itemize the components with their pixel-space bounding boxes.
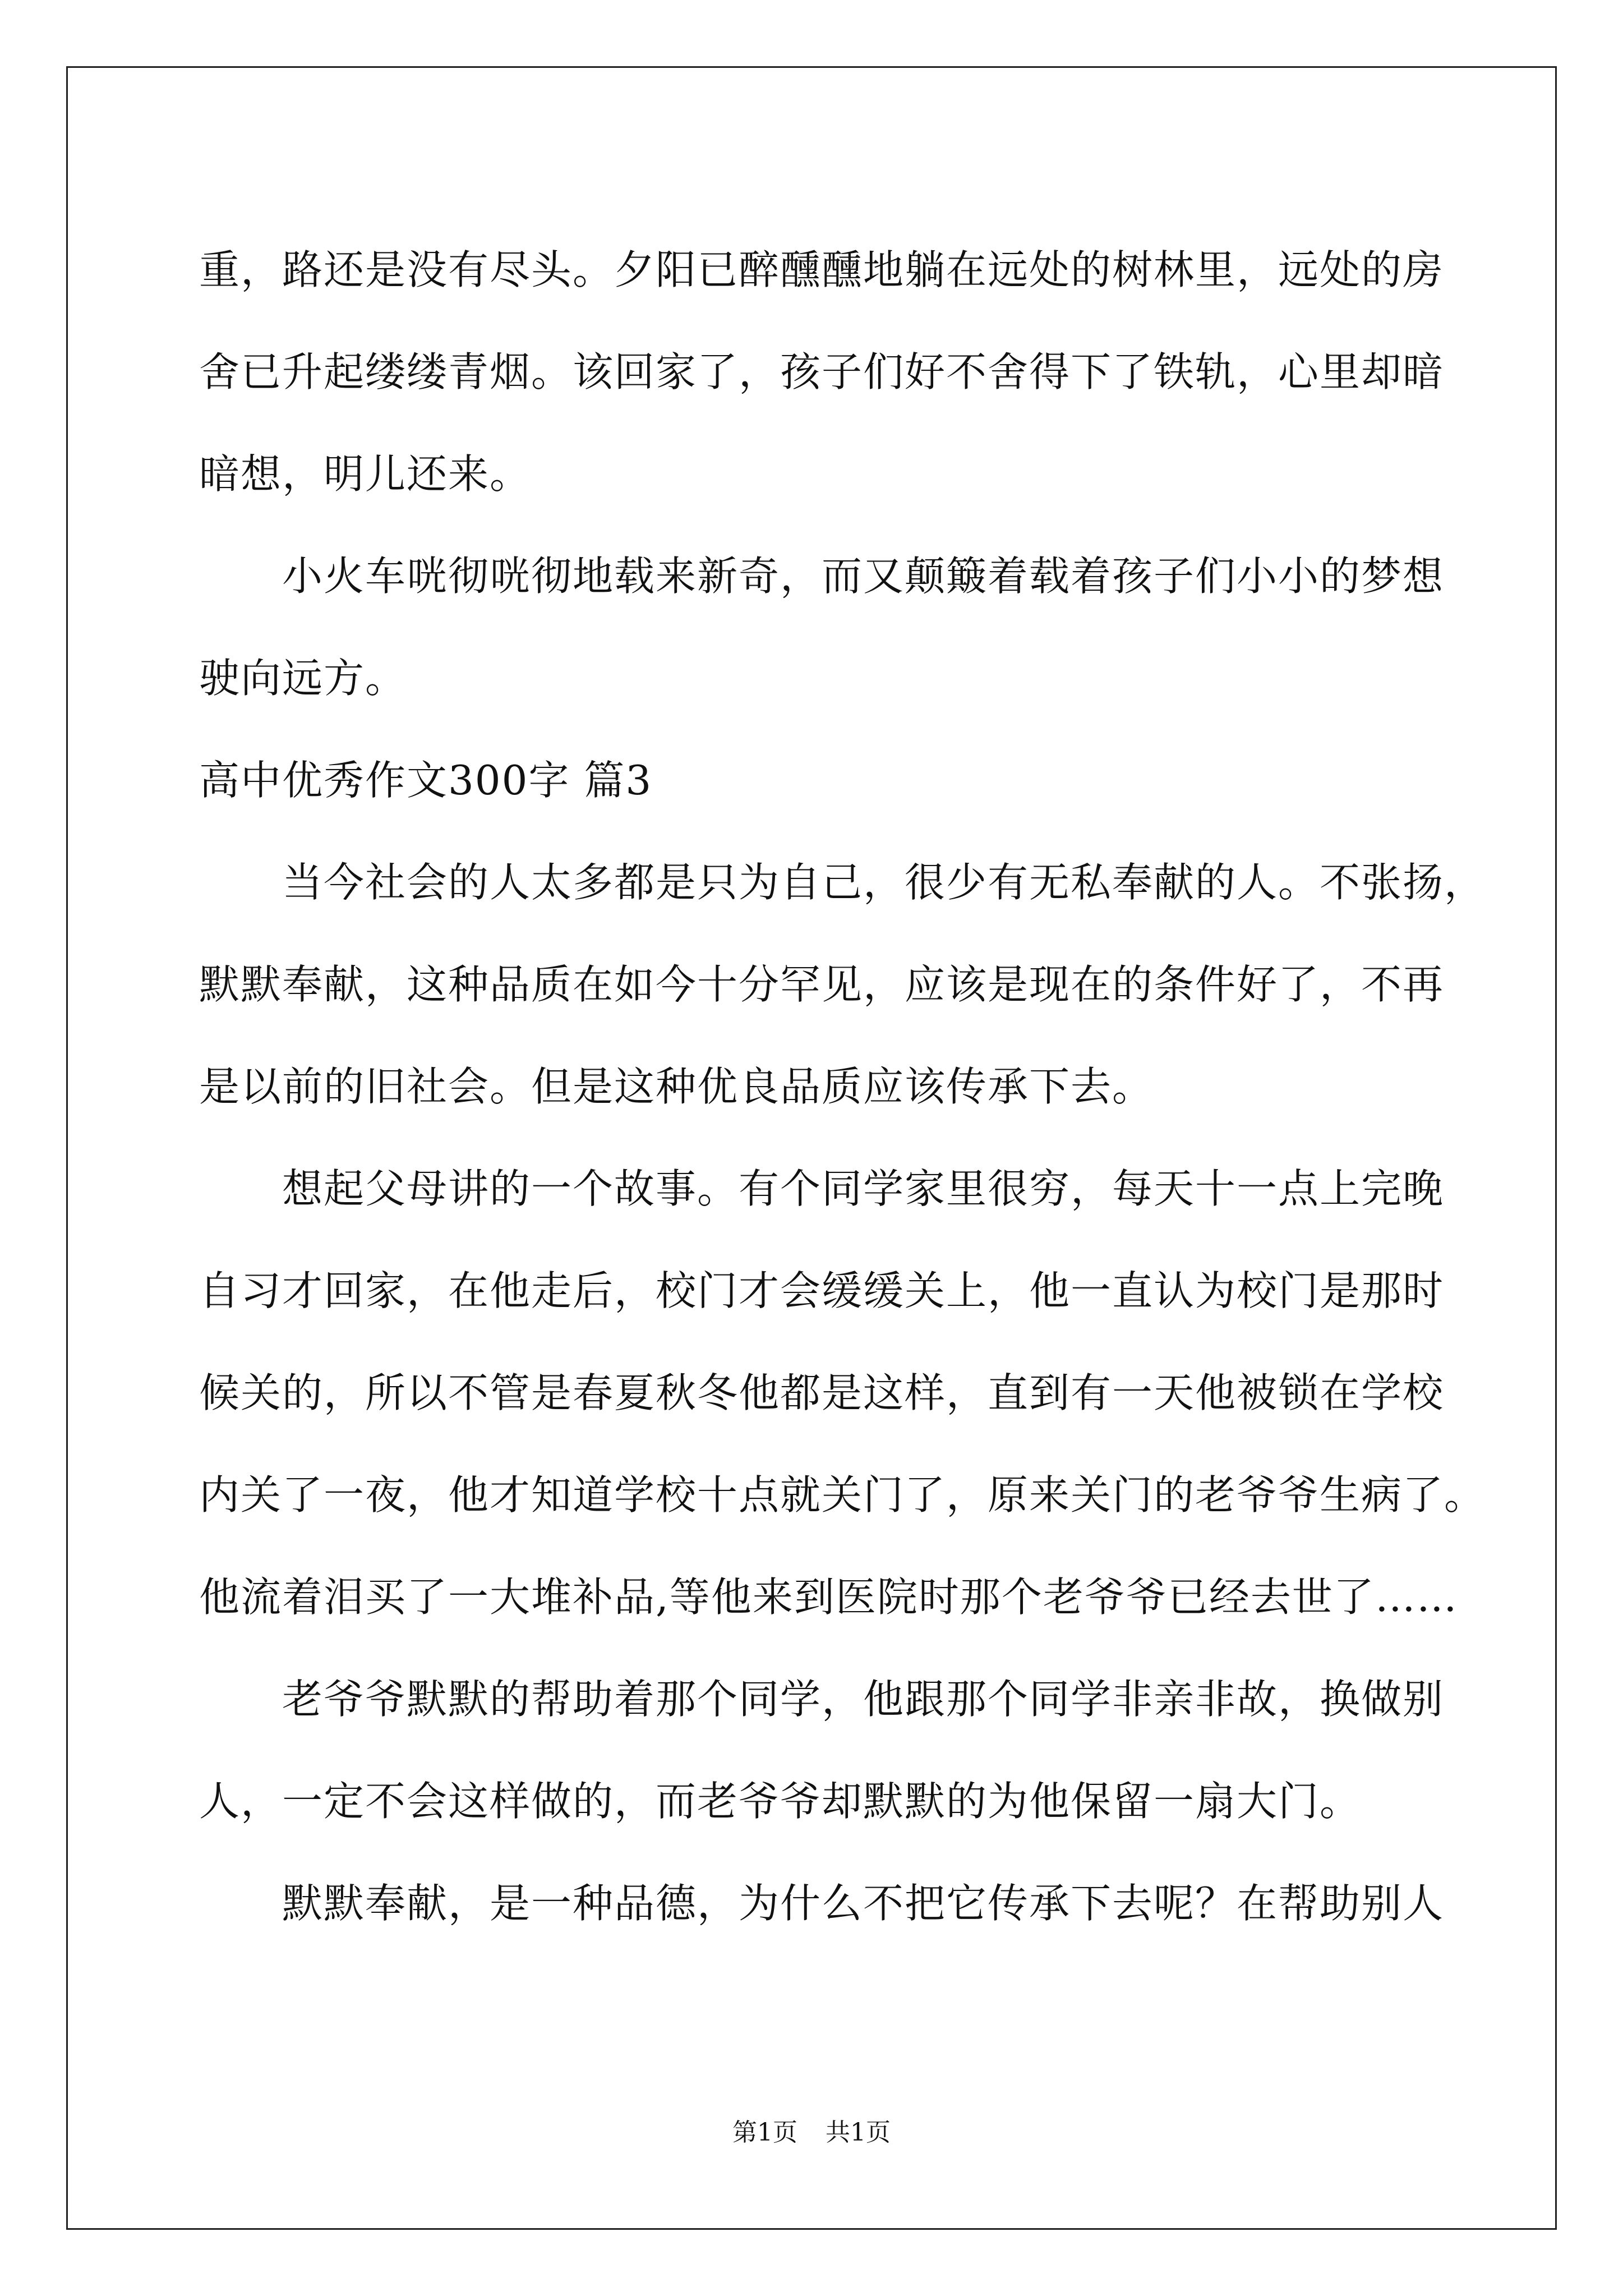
paragraph [199,525,1478,729]
text-line: 老爷爷默默的帮助着那个同学，他跟那个同学非亲非故，换做别 [282,1676,1445,1723]
text-line: 内关了一夜，他才知道学校十点就关门了，原来关门的老爷爷生病了。 [199,1471,1486,1519]
page-footer [0,2116,1623,2150]
text-line: 小火车咣彻咣彻地载来新奇，而又颠簸着载着孩子们小小的梦想 [282,553,1445,600]
text-line: 舍已升起缕缕青烟。该回家了，孩子们好不舍得下了铁轨，心里却暗 [199,348,1445,395]
text-line: 他流着泪买了一大堆补品,等他来到医院时那个老爷爷已经去世了…… [199,1573,1458,1621]
text-line: 想起父母讲的一个故事。有个同学家里很穷，每天十一点上完晚 [282,1165,1445,1212]
section-heading: 高中优秀作文300字 篇3 [199,757,653,804]
text-line: 是以前的旧社会。但是这种优良品质应该传承下去。 [199,1063,1154,1110]
paragraph [199,1648,1478,1852]
document-body [199,219,1486,1954]
text-line: 候关的，所以不管是春夏秋冬他都是这样，直到有一天他被锁在学校 [199,1369,1445,1416]
text-line: 人，一定不会这样做的，而老爷爷却默默的为他保留一扇大门。 [199,1778,1362,1825]
page-number: 第1页 [732,2118,797,2147]
text-line: 默默奉献，是一种品德，为什么不把它传承下去呢？在帮助别人 [282,1880,1445,1927]
text-line: 当今社会的人太多都是只为自己，很少有无私奉献的人。不张扬， [282,859,1486,906]
paragraph [199,831,1486,1138]
paragraph [199,1852,1478,1954]
text-line: 自习才回家，在他走后，校门才会缓缓关上，他一直认为校门是那时 [199,1267,1445,1314]
text-line: 暗想，明儿还来。 [199,450,532,498]
text-line: 默默奉献，这种品质在如今十分罕见，应该是现在的条件好了，不再 [199,961,1445,1008]
paragraph [199,219,1478,525]
page-total: 共1页 [826,2118,891,2147]
paragraph [199,1138,1486,1648]
text-line: 重，路还是没有尽头。夕阳已醉醺醺地躺在远处的树林里，远处的房 [199,246,1445,293]
text-line: 驶向远方。 [199,655,407,702]
